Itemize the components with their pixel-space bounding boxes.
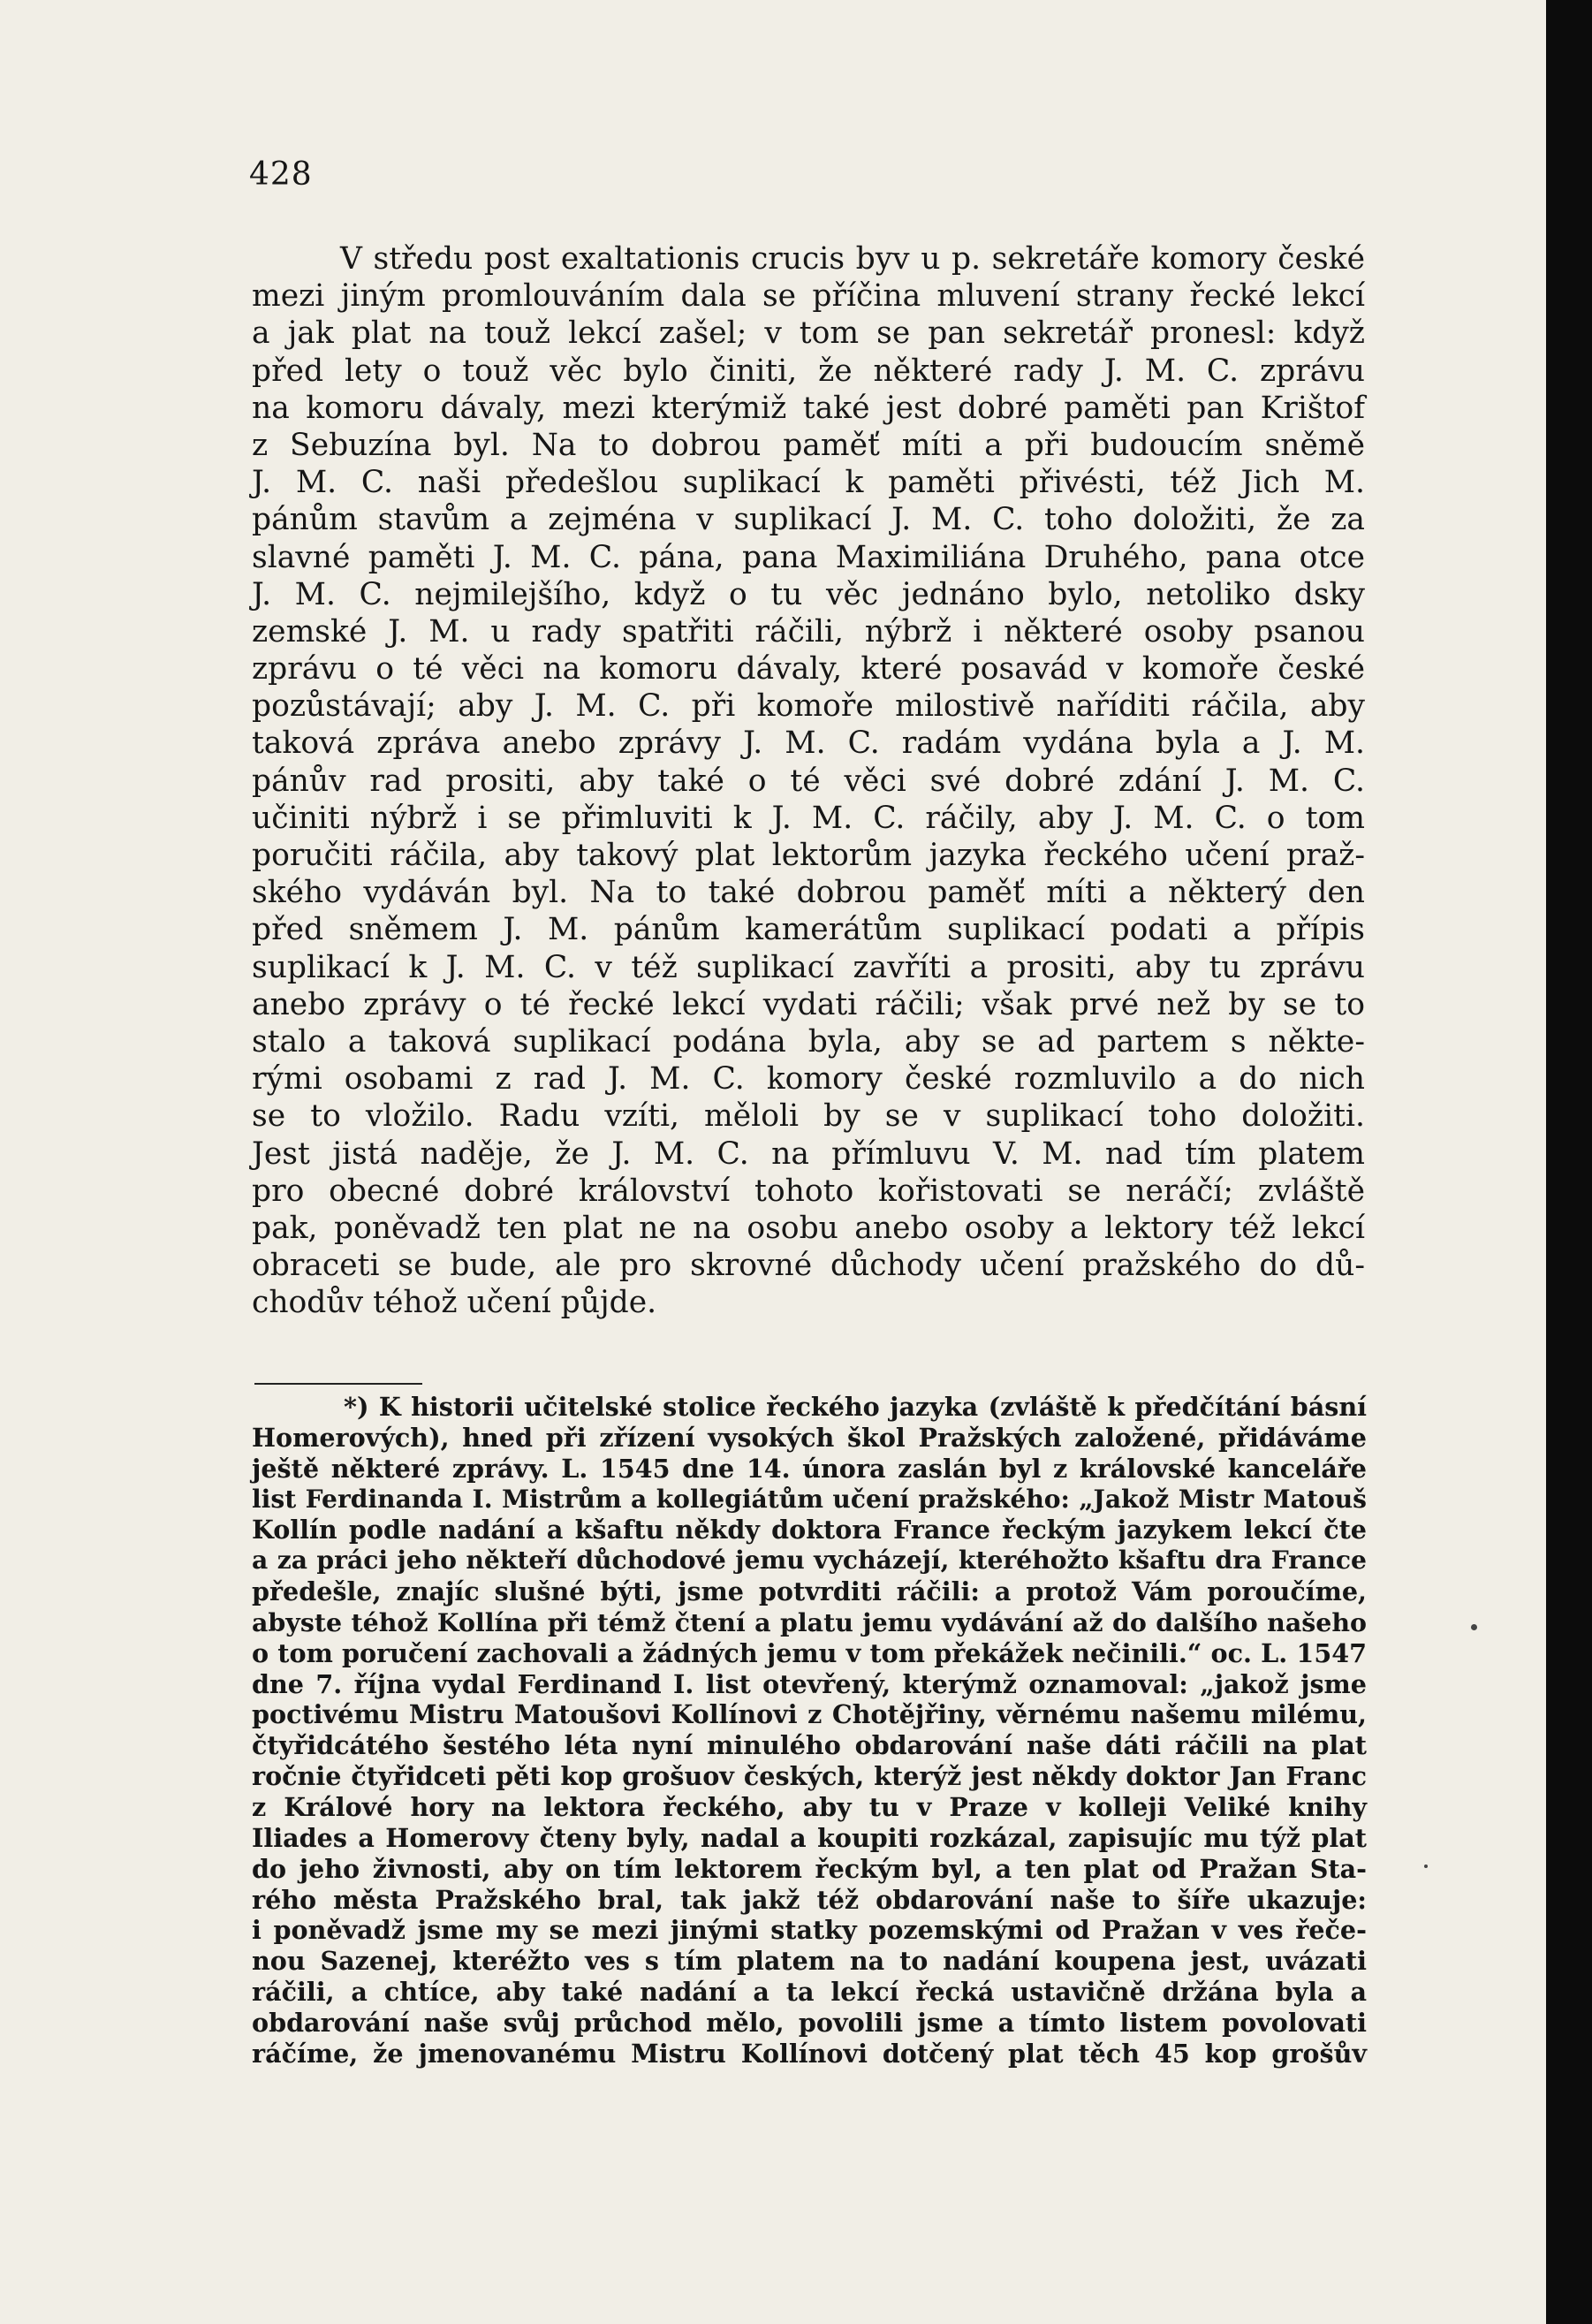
footnote-line: Kollín podle nadání a kšaftu někdy doktora France řeckým jazykem lekcí čte <box>252 1515 1367 1546</box>
footnote-line: rého města Pražského bral, tak jakž též obdarování naše to šíře ukazuje: <box>252 1884 1367 1915</box>
text-line: suplikací k J. M. C. v též suplikací zavříti a prositi, aby tu zprávu <box>252 949 1365 985</box>
footnote-line: ráčili, a chtíce, aby také nadání a ta lekcí řecká ustavičně držána byla a <box>252 1977 1367 2008</box>
text-line: J. M. C. nejmilejšího, když o tu věc jednáno bylo, netoliko dsky <box>252 576 1365 612</box>
footnote-line: i poněvadž jsme my se mezi jinými statky pozemskými od Pražan v ves řeče- <box>252 1915 1367 1946</box>
text-line: pozůstávají; aby J. M. C. při komoře milostivě naříditi ráčila, aby <box>252 688 1365 725</box>
text-line: mezi jiným promlouváním dala se příčina mluvení strany řecké lekcí <box>252 278 1365 315</box>
footnote-line: abyste téhož Kollína při témž čtení a platu jemu vydávání až do dalšího našeho <box>252 1606 1367 1637</box>
text-line: obraceti se bude, ale pro skrovné důchody učení pražského do dů- <box>252 1248 1365 1284</box>
footnote-line: poctivému Mistru Matoušovi Kollínovi z Chotějřiny, věrnému našemu milému, <box>252 1699 1367 1730</box>
footnote <box>252 1392 1367 2070</box>
text-line: J. M. C. naši předešlou suplikací k paměti přivésti, též Jich M. <box>252 465 1365 501</box>
footnote-line: a za práci jeho někteří důchodové jemu vycházejí, kteréhožto kšaftu dra France <box>252 1546 1367 1576</box>
footnote-line: ráčíme, že jmenovanému Mistru Kollínovi dotčený plat těch 45 kop grošův <box>252 2038 1367 2069</box>
text-line: Jest jistá naděje, že J. M. C. na přímluvu V. M. nad tím platem <box>252 1135 1365 1172</box>
footnote-line: Homerových), hned při zřízení vysokých škol Pražských založené, přidáváme <box>252 1422 1367 1453</box>
scan-speck <box>1471 1624 1477 1630</box>
text-line: pak, poněvadž ten plat ne na osobu anebo osoby a lektory též lekcí <box>252 1210 1365 1246</box>
text-line: pro obecné dobré království tohoto kořistovati se neráčí; zvláště <box>252 1173 1365 1209</box>
text-line: slavné paměti J. M. C. pána, pana Maximiliána Druhého, pana otce <box>252 539 1365 575</box>
text-line: z Sebuzína byl. Na to dobrou paměť míti a při budoucím sněmě <box>252 427 1365 463</box>
text-line: rými osobami z rad J. M. C. komory české rozmluvilo a do nich <box>252 1061 1365 1097</box>
scan-border <box>1546 0 1592 2324</box>
text-line: a jak plat na touž lekcí zašel; v tom se pan sekretář pronesl: když <box>252 315 1365 352</box>
footnote-separator <box>254 1383 422 1385</box>
text-line: učiniti nýbrž i se přimluviti k J. M. C. ráčily, aby J. M. C. o tom <box>252 800 1365 836</box>
text-line: na komoru dávaly, mezi kterýmiž také jest dobré paměti pan Krištof <box>252 390 1365 426</box>
text-line: zemské J. M. u rady spatřiti ráčili, nýbrž i některé osoby psanou <box>252 613 1365 649</box>
text-line: před sněmem J. M. pánům kamerátům suplikací podati a přípis <box>252 912 1365 948</box>
text-line: poručiti ráčila, aby takový plat lektorům jazyka řeckého učení praž- <box>252 838 1365 873</box>
footnote-line: ještě některé zprávy. L. 1545 dne 14. února zaslán byl z královské kanceláře <box>252 1453 1367 1484</box>
footnote-line: do jeho živnosti, aby on tím lektorem řeckým byl, a ten plat od Pražan Sta- <box>252 1853 1367 1884</box>
text-line: pánům stavům a zejména v suplikací J. M. C. toho doložiti, že za <box>252 502 1365 538</box>
page-number: 428 <box>249 156 313 193</box>
text-line: se to vložilo. Radu vzíti, měloli by se v suplikací toho doložiti. <box>252 1098 1365 1135</box>
footnote-line: dne 7. října vydal Ferdinand I. list otevřený, kterýmž oznamoval: „jakož jsme <box>252 1668 1367 1699</box>
text-line: stalo a taková suplikací podána byla, aby se ad partem s někte- <box>252 1023 1365 1059</box>
footnote-line: předešle, znajíc slušné býti, jsme potvrditi ráčili: a protož Vám poroučíme, <box>252 1576 1367 1607</box>
text-line: pánův rad prositi, aby také o té věci své dobré zdání J. M. C. <box>252 763 1365 799</box>
text-line: taková zpráva anebo zprávy J. M. C. radám vydána byla a J. M. <box>252 725 1365 762</box>
footnote-line: Iliades a Homerovy čteny byly, nadal a koupiti rozkázal, zapisujíc mu týž plat <box>252 1822 1367 1853</box>
footnote-line: nou Sazenej, kteréžto ves s tím platem na to nadání koupena jest, uvázati <box>252 1946 1367 1977</box>
footnote-line: *) K historii učitelské stolice řeckého jazyka (zvláště k předčítání básní <box>344 1392 1367 1422</box>
text-line: V středu post exaltationis crucis byv u p. sekretáře komory české <box>340 241 1365 277</box>
text-line: zprávu o té věci na komoru dávaly, které posavád v komoře české <box>252 651 1365 687</box>
text-line: anebo zprávy o té řecké lekcí vydati ráčili; však prvé než by se to <box>252 986 1365 1022</box>
text-line: ského vydáván byl. Na to také dobrou paměť míti a některý den <box>252 875 1365 911</box>
footnote-line: o tom poručení zachovali a žádných jemu v tom překážek nečinili.“ oc. L. 1547 <box>252 1637 1367 1668</box>
footnote-line: čtyřidcátého šestého léta nyní minulého obdarování naše dáti ráčili na plat <box>252 1730 1367 1761</box>
main-text <box>252 240 1365 1321</box>
text-line: před lety o touž věc bylo činiti, že některé rady J. M. C. zprávu <box>252 353 1365 389</box>
footnote-line: obdarování naše svůj průchod mělo, povolili jsme a tímto listem povolovati <box>252 2007 1367 2038</box>
footnote-line: ročnie čtyřidceti pěti kop grošuov českých, kterýž jest někdy doktor Jan Franc <box>252 1761 1367 1792</box>
footnote-line: z Králové hory na lektora řeckého, aby tu v Praze v kolleji Veliké knihy <box>252 1791 1367 1822</box>
footnote-line: list Ferdinanda I. Mistrům a kollegiátům učení pražského: „Jakož Mistr Matouš <box>252 1484 1367 1514</box>
scan-speck <box>1424 1865 1428 1868</box>
text-line: chodův téhož učení půjde. <box>252 1285 657 1321</box>
